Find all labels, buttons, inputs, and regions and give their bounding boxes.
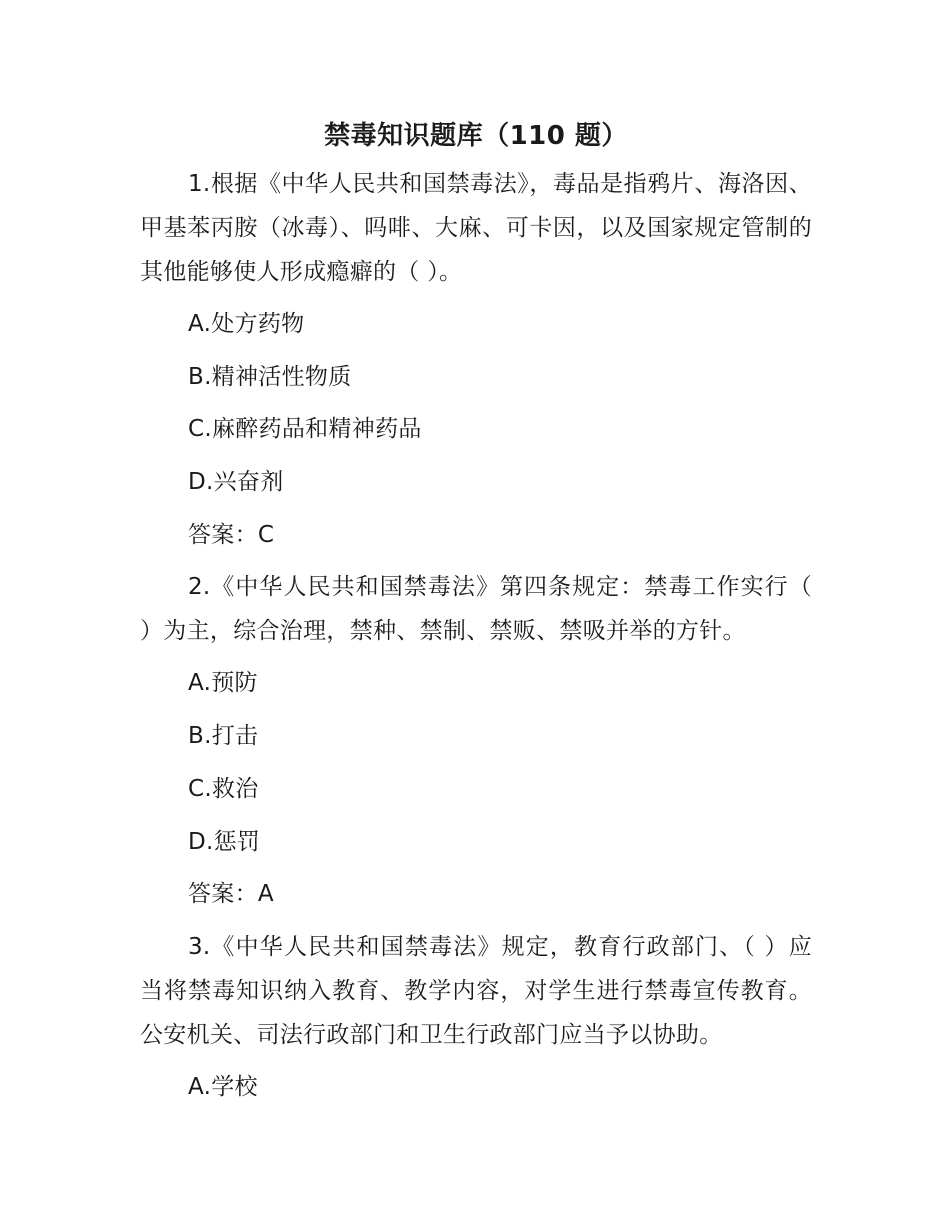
option-b: B.精神活性物质 <box>188 363 352 390</box>
answer: 答案：A <box>188 881 274 908</box>
option-c: C.麻醉药品和精神药品 <box>188 416 422 443</box>
document-body <box>140 112 812 1118</box>
question-stem: 2.《中华人民共和国禁毒法》第四条规定：禁毒工作实行（ ）为主，综合治理，禁种、禁制、禁贩、禁吸并举的方针。 <box>140 574 812 645</box>
question-stem: 3.《中华人民共和国禁毒法》规定，教育行政部门、（ ）应当将禁毒知识纳入教育、教学内容，对学生进行禁毒宣传教育。公安机关、司法行政部门和卫生行政部门应当予以协助。 <box>140 933 812 1048</box>
option-c: C.救治 <box>188 775 259 802</box>
option-a: A.预防 <box>188 670 258 697</box>
answer: 答案：C <box>188 521 275 548</box>
option-a: A.学校 <box>188 1073 258 1100</box>
question-2 <box>140 565 812 916</box>
option-a: A.处方药物 <box>188 311 305 337</box>
option-d: D.惩罚 <box>188 828 261 855</box>
question-3 <box>140 925 812 1109</box>
document-title: 禁毒知识题库（110 题） <box>324 121 628 151</box>
question-stem: 1.根据《中华人民共和国禁毒法》，毒品是指鸦片、海洛因、甲基苯丙胺（冰毒）、吗啡、大麻、可卡因，以及国家规定管制的其他能够使人形成瘾癖的（ ）。 <box>140 171 812 285</box>
question-1 <box>140 162 812 557</box>
option-b: B.打击 <box>188 723 259 750</box>
option-d: D.兴奋剂 <box>188 469 284 496</box>
